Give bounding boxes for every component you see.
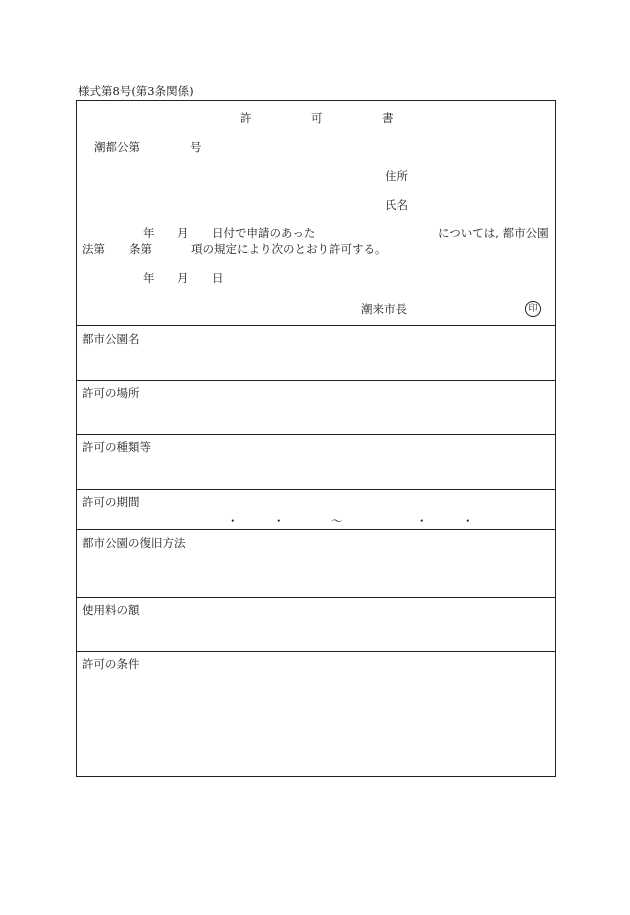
- conditions-label: 許可の条件: [82, 657, 140, 671]
- park-name-label: 都市公園名: [82, 332, 140, 346]
- divider: [76, 489, 556, 490]
- divider: [76, 380, 556, 381]
- type-label: 許可の種類等: [82, 440, 151, 454]
- divider: [76, 325, 556, 326]
- body-law: 法第: [82, 242, 105, 256]
- title-char-2: 可: [311, 111, 323, 125]
- divider: [76, 434, 556, 435]
- address-label: 住所: [385, 169, 408, 183]
- divider: [76, 651, 556, 652]
- period-tilde: ～: [331, 514, 343, 528]
- period-dot: ・: [227, 514, 239, 528]
- period-label: 許可の期間: [82, 495, 140, 509]
- date-year: 年: [143, 271, 155, 285]
- body-day-text: 日付で申請のあった: [212, 226, 316, 240]
- body-year: 年: [143, 226, 155, 240]
- issuer-prefix: 潮都公第: [94, 140, 140, 154]
- title-char-1: 許: [240, 111, 252, 125]
- body-regarding: については, 都市公園: [438, 226, 549, 240]
- period-dot: ・: [416, 514, 428, 528]
- number-suffix: 号: [190, 140, 202, 154]
- location-label: 許可の場所: [82, 386, 140, 400]
- period-dot: ・: [273, 514, 285, 528]
- divider: [76, 597, 556, 598]
- name-label: 氏名: [385, 198, 408, 212]
- restoration-label: 都市公園の復旧方法: [82, 536, 186, 550]
- date-day: 日: [212, 271, 224, 285]
- fee-label: 使用料の額: [82, 603, 140, 617]
- date-month: 月: [177, 271, 189, 285]
- body-month: 月: [177, 226, 189, 240]
- divider: [76, 529, 556, 530]
- period-dot: ・: [462, 514, 474, 528]
- body-article: 条第: [129, 242, 152, 256]
- mayor-title: 潮来市長: [361, 302, 407, 316]
- body-clause: 項の規定により次のとおり許可する。: [191, 242, 387, 256]
- form-number: 様式第8号(第3条関係): [78, 84, 194, 98]
- seal-icon: 印: [525, 301, 541, 317]
- permit-form-frame: [76, 100, 556, 777]
- title-char-3: 書: [382, 111, 394, 125]
